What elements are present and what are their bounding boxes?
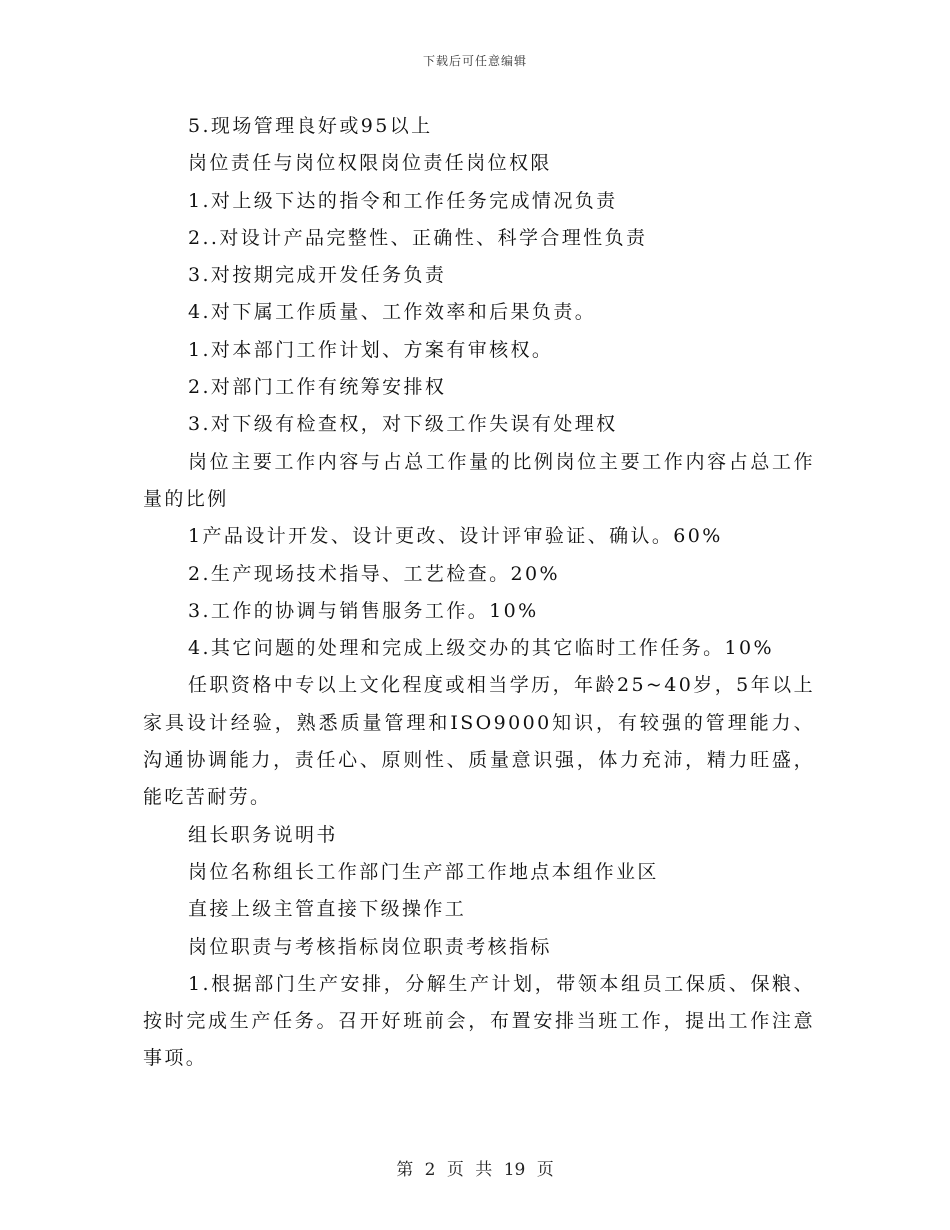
paragraph: 5.现场管理良好或95以上 [188, 115, 433, 137]
page-number-footer: 第 2 页 共 19 页 [396, 1160, 554, 1180]
paragraph: 任职资格中专以上文化程度或相当学历，年龄25~40岁，5年以上家具设计经验，熟悉质量管理和ISO9000知识，有较强的管理能力、沟通协调能力，责任心、原则性、质量意识强，体力充沛，精力旺盛，能吃苦耐劳。 [143, 674, 815, 809]
paragraph: 3.对下级有检查权，对下级工作失误有处理权 [188, 413, 618, 436]
paragraph: 2..对设计产品完整性、正确性、科学合理性负责 [188, 226, 648, 249]
page-header: 下载后可任意编辑 [422, 54, 527, 68]
paragraph: 3.工作的协调与销售服务工作。10% [188, 599, 539, 622]
paragraph: 3.对按期完成开发任务负责 [188, 264, 447, 287]
paragraph: 1.根据部门生产安排，分解生产计划，带领本组员工保质、保粮、按时完成生产任务。召开好班前会，布置安排当班工作，提出工作注意事项。 [143, 972, 815, 1070]
paragraph: 1产品设计开发、设计更改、设计评审验证、确认。60% [188, 525, 723, 548]
paragraph: 4.对下属工作质量、工作效率和后果负责。 [188, 301, 597, 324]
paragraph: 2.生产现场技术指导、工艺检查。20% [188, 562, 560, 585]
paragraph: 组长职务说明书 [188, 823, 338, 846]
paragraph: 1.对上级下达的指令和工作任务完成情况负责 [188, 189, 618, 212]
paragraph: 1.对本部门工作计划、方案有审核权。 [188, 338, 554, 361]
paragraph: 岗位主要工作内容与占总工作量的比例岗位主要工作内容占总工作量的比例 [143, 450, 815, 510]
paragraph: 直接上级主管直接下级操作工 [188, 898, 467, 921]
paragraph: 2.对部门工作有统筹安排权 [188, 376, 447, 399]
paragraph: 岗位名称组长工作部门生产部工作地点本组作业区 [188, 860, 659, 883]
document-body [143, 108, 815, 1078]
paragraph: 岗位职责与考核指标岗位职责考核指标 [188, 935, 552, 958]
paragraph: 岗位责任与岗位权限岗位责任岗位权限 [188, 152, 552, 175]
paragraph: 4.其它问题的处理和完成上级交办的其它临时工作任务。10% [188, 637, 774, 660]
